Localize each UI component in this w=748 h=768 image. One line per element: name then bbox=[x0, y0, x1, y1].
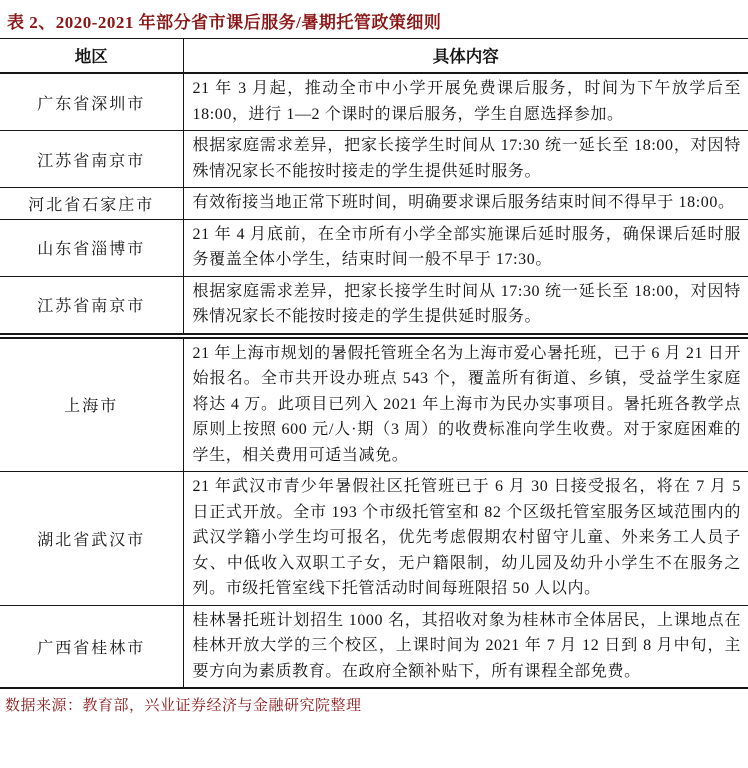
content-text: 21 年 4 月底前，在全市所有小学全部实施课后延时服务，确保课后延时服务覆盖全体小学生，结束时间一般不早于 17:30。 bbox=[192, 225, 741, 268]
table-row bbox=[0, 276, 748, 336]
header-cell-region: 地区 bbox=[0, 39, 183, 73]
table-row bbox=[0, 219, 748, 276]
content-cell bbox=[183, 219, 748, 276]
region-label: 江苏省南京市 bbox=[37, 152, 146, 170]
content-cell bbox=[183, 188, 748, 220]
table-row bbox=[0, 73, 748, 131]
table-row bbox=[0, 605, 748, 688]
region-cell bbox=[0, 73, 183, 131]
table-row bbox=[0, 472, 748, 606]
table-row bbox=[0, 336, 748, 472]
region-label: 广东省深圳市 bbox=[37, 95, 146, 113]
content-text: 根据家庭需求差异，把家长接学生时间从 17:30 统一延长至 18:00，对因特殊情况家长不能按时接走的学生提供延时服务。 bbox=[192, 137, 741, 180]
region-label: 上海市 bbox=[64, 398, 119, 416]
region-cell bbox=[0, 276, 183, 336]
table-header bbox=[0, 39, 748, 73]
policy-table bbox=[0, 39, 748, 689]
table-body bbox=[0, 73, 748, 688]
region-label: 江苏省南京市 bbox=[37, 298, 146, 315]
region-label: 湖北省武汉市 bbox=[37, 531, 146, 549]
table-title: 表 2、2020-2021 年部分省市课后服务/暑期托管政策细则 bbox=[0, 4, 748, 39]
region-cell bbox=[0, 472, 183, 606]
region-cell bbox=[0, 336, 183, 472]
content-text: 21 年上海市规划的暑假托管班全名为上海市爱心暑托班，已于 6 月 21 日开始报名。全市共开设办班点 543 个，覆盖所有街道、乡镇，受益学生家庭将达 4 万。此项目已列入 2021 年上海市为民办实事项目。暑托班各教学点原则上按照 600 元/人·期（3 周）的收费标准向学生收费。对于家庭困难的学生，相关费用可适当减免。 bbox=[192, 344, 741, 464]
header-row bbox=[0, 39, 748, 73]
table-row bbox=[0, 131, 748, 188]
content-text: 21 年 3 月起，推动全市中小学开展免费课后服务，时间为下午放学后至 18:00，进行 1—2 个课时的课后服务，学生自愿选择参加。 bbox=[192, 80, 741, 123]
header-cell-content: 具体内容 bbox=[183, 39, 748, 73]
region-label: 河北省石家庄市 bbox=[28, 196, 155, 214]
content-cell bbox=[183, 131, 748, 188]
region-cell bbox=[0, 219, 183, 276]
region-cell bbox=[0, 188, 183, 220]
content-text: 21 年武汉市青少年暑假社区托管班已于 6 月 30 日接受报名，将在 7 月 5 日正式开放。全市 193 个市级托管室和 82 个区级托管室服务区域范围内的武汉学籍小学生均可报名，优先考虑假期农村留守儿童、外来务工人员子女、中低收入双职工子女，无户籍限制，幼儿园及幼升小学生不在服务之列。市级托管室线下托管活动时间每班限招 50 人以内。 bbox=[192, 478, 741, 597]
content-text: 根据家庭需求差异，把家长接学生时间从 17:30 统一延长至 18:00，对因特殊情况家长不能按时接走的学生提供延时服务。 bbox=[192, 282, 741, 325]
region-label: 山东省淄博市 bbox=[37, 241, 146, 258]
content-cell bbox=[183, 276, 748, 336]
content-cell bbox=[183, 472, 748, 606]
region-label: 广西省桂林市 bbox=[37, 639, 146, 657]
table-row bbox=[0, 188, 748, 220]
region-cell bbox=[0, 605, 183, 688]
content-cell bbox=[183, 336, 748, 472]
content-cell bbox=[183, 73, 748, 131]
content-text: 桂林暑托班计划招生 1000 名，其招收对象为桂林市全体居民，上课地点在桂林开放大学的三个校区，上课时间为 2021 年 7 月 12 日到 8 月中旬，主要方向为素质教育。在政府全额补贴下，所有课程全部免费。 bbox=[192, 611, 741, 680]
region-cell bbox=[0, 131, 183, 188]
content-text: 有效衔接当地正常下班时间，明确要求课后服务结束时间不得早于 18:00。 bbox=[192, 194, 735, 211]
data-source-note: 数据来源：教育部，兴业证券经济与金融研究院整理 bbox=[5, 698, 362, 714]
content-cell bbox=[183, 605, 748, 688]
